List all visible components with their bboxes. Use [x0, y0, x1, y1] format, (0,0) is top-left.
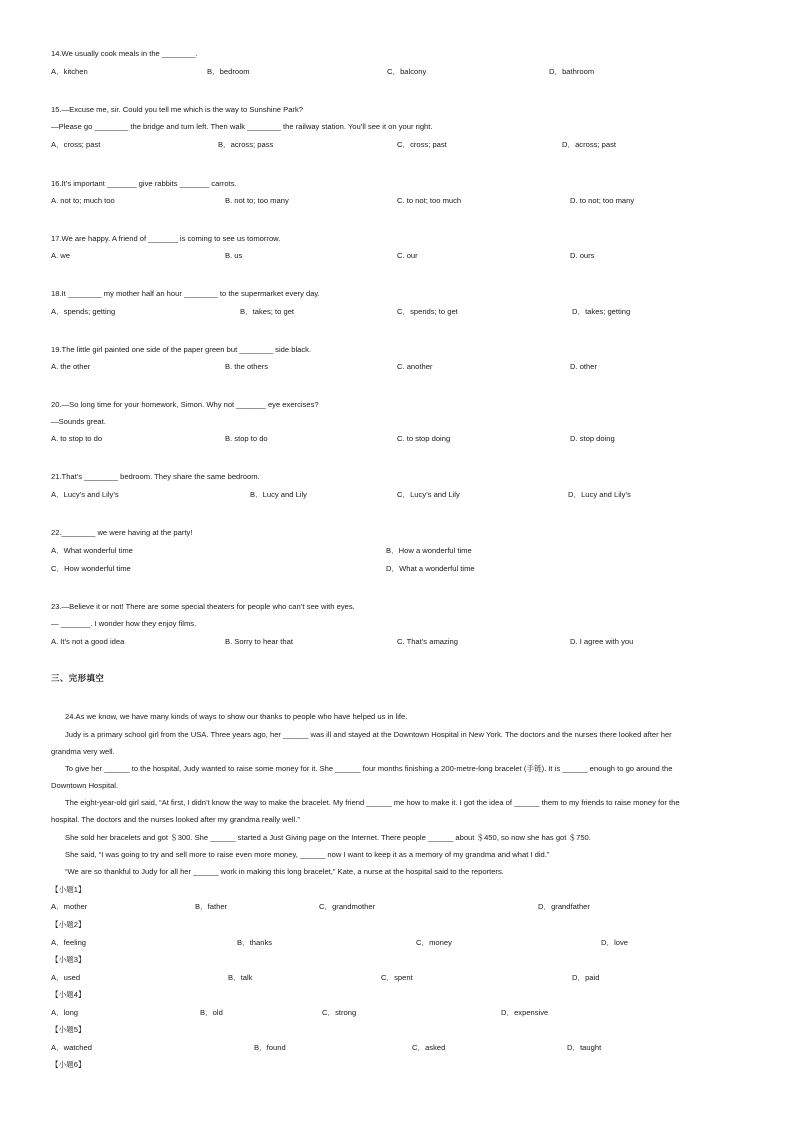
sub-question-label: 【小题1】: [51, 885, 86, 894]
option-a: A．Lucy’s and Lily’s: [51, 490, 119, 499]
option-b: B．across; pass: [218, 140, 274, 149]
question-stem: 18.It ________ my mother half an hour ________ to the supermarket every day.: [51, 289, 320, 298]
question-stem: 16.It’s important _______ give rabbits _______ carrots.: [51, 179, 237, 188]
question-stem: 21.That’s ________ bedroom. They share the same bedroom.: [51, 472, 260, 481]
option-b: B．talk: [228, 973, 253, 982]
option-d: D．taught: [567, 1043, 602, 1052]
option-b: B. us: [225, 251, 243, 260]
option-b: B. Sorry to hear that: [225, 637, 293, 646]
option-b: B．father: [195, 902, 228, 911]
question-stem: 23.—Believe it or not! There are some special theaters for people who can’t see with eyes.: [51, 602, 355, 611]
option-d: D. ours: [570, 251, 595, 260]
question-stem: 20.—So long time for your homework, Simon. Why not _______ eye exercises?: [51, 400, 319, 409]
option-d: D．paid: [572, 973, 600, 982]
passage-line: Downtown Hospital.: [51, 781, 119, 790]
option-c: C．How wonderful time: [51, 564, 131, 573]
passage-line: “We are so thankful to Judy for all her ______ work in making this long bracelet,” Kate, a nurse at the hospital said to the reporters.: [65, 867, 504, 876]
option-d: D．love: [601, 938, 629, 947]
option-c: C．Lucy’s and Lily: [397, 490, 460, 499]
option-d: D．Lucy and Lily’s: [568, 490, 631, 499]
option-a: A．feeling: [51, 938, 87, 947]
question-stem: 22.________ we were having at the party!: [51, 528, 193, 537]
option-a: A. not to; much too: [51, 196, 115, 205]
passage-line: 24.As we know, we have many kinds of ways to show our thanks to people who have helped us in life.: [65, 712, 408, 721]
option-a: A．What wonderful time: [51, 546, 133, 555]
option-c: C．spent: [381, 973, 413, 982]
option-b: B．thanks: [237, 938, 273, 947]
option-c: C．grandmother: [319, 902, 376, 911]
option-a: A．cross; past: [51, 140, 101, 149]
question-stem: —Sounds great.: [51, 417, 106, 426]
option-d: D. stop doing: [570, 434, 615, 443]
option-a: A．spends; getting: [51, 307, 116, 316]
option-a: A．kitchen: [51, 67, 88, 76]
passage-line: The eight-year-old girl said, “At first, I didn’t know the way to make the bracelet. My friend ______ me how to make it. I got the idea of ______ them to my friends to raise money for the: [65, 798, 680, 807]
option-c: C．asked: [412, 1043, 446, 1052]
option-c: C．strong: [322, 1008, 357, 1017]
question-stem: 15.—Excuse me, sir. Could you tell me which is the way to Sunshine Park?: [51, 105, 303, 114]
option-a: A. It’s not a good idea: [51, 637, 125, 646]
sub-question-label: 【小题3】: [51, 955, 86, 964]
option-c: C. our: [397, 251, 418, 260]
option-c: C. to not; too much: [397, 196, 462, 205]
question-stem: 14.We usually cook meals in the ________.: [51, 49, 198, 58]
option-b: B．takes; to get: [240, 307, 295, 316]
option-b: B. stop to do: [225, 434, 268, 443]
question-stem: 17.We are happy. A friend of _______ is coming to see us tomorrow.: [51, 234, 281, 243]
option-b: B．How a wonderful time: [386, 546, 472, 555]
sub-question-label: 【小题5】: [51, 1025, 86, 1034]
option-a: A．used: [51, 973, 81, 982]
question-stem: 19.The little girl painted one side of the paper green but ________ side black.: [51, 345, 312, 354]
question-stem: — _______. I wonder how they enjoy films.: [51, 619, 197, 628]
passage-line: She said, “I was going to try and sell more to raise even more money, ______ now I want to keep it as a memory of my grandma and what I did.”: [65, 850, 550, 859]
option-a: A．long: [51, 1008, 79, 1017]
option-b: B. not to; too many: [225, 196, 289, 205]
option-d: D. to not; too many: [570, 196, 635, 205]
question-stem: —Please go ________ the bridge and turn left. Then walk ________ the railway station. You’ll see it on your right.: [51, 122, 433, 131]
option-d: D．What a wonderful time: [386, 564, 475, 573]
option-b: B．old: [200, 1008, 223, 1017]
passage-line: grandma very well.: [51, 747, 115, 756]
option-a: A. the other: [51, 362, 91, 371]
option-a: A. to stop to do: [51, 434, 103, 443]
option-c: C．money: [416, 938, 452, 947]
option-d: D．grandfather: [538, 902, 590, 911]
option-a: A．watched: [51, 1043, 92, 1052]
sub-question-label: 【小题2】: [51, 920, 86, 929]
section-heading: 三、完形填空: [51, 673, 105, 683]
option-c: C. another: [397, 362, 433, 371]
option-c: C．cross; past: [397, 140, 447, 149]
option-b: B．found: [254, 1043, 286, 1052]
option-d: D．bathroom: [549, 67, 595, 76]
passage-line: hospital. The doctors and the nurses looked after my grandma really well.”: [51, 815, 300, 824]
option-d: D. other: [570, 362, 598, 371]
sub-question-label: 【小题4】: [51, 990, 86, 999]
option-c: C．spends; to get: [397, 307, 458, 316]
option-d: D．takes; getting: [572, 307, 631, 316]
option-d: D. I agree with you: [570, 637, 634, 646]
option-c: C. That’s amazing: [397, 637, 458, 646]
option-a: A．mother: [51, 902, 88, 911]
option-c: C. to stop doing: [397, 434, 451, 443]
option-d: D．across; past: [562, 140, 617, 149]
sub-question-label: 【小题6】: [51, 1060, 86, 1069]
option-a: A. we: [51, 251, 70, 260]
option-b: B．bedroom: [207, 67, 250, 76]
option-b: B．Lucy and Lily: [250, 490, 307, 499]
option-c: C．balcony: [387, 67, 427, 76]
passage-line: Judy is a primary school girl from the USA. Three years ago, her ______ was ill and stayed at the Downtown Hospital in New York. The doctors and the nurses there looked after her: [65, 730, 672, 739]
passage-line: To give her ______ to the hospital, Judy wanted to raise some money for it. She ______ four months finishing a 200-metre-long bracelet (手链). It is ______ enough to go around the: [65, 764, 673, 773]
option-d: D．expensive: [501, 1008, 549, 1017]
passage-line: She sold her bracelets and got ＄300. She ______ started a Just Giving page on the Internet. There people ______ about ＄450, so now she has got ＄750.: [65, 833, 591, 842]
option-b: B. the others: [225, 362, 269, 371]
